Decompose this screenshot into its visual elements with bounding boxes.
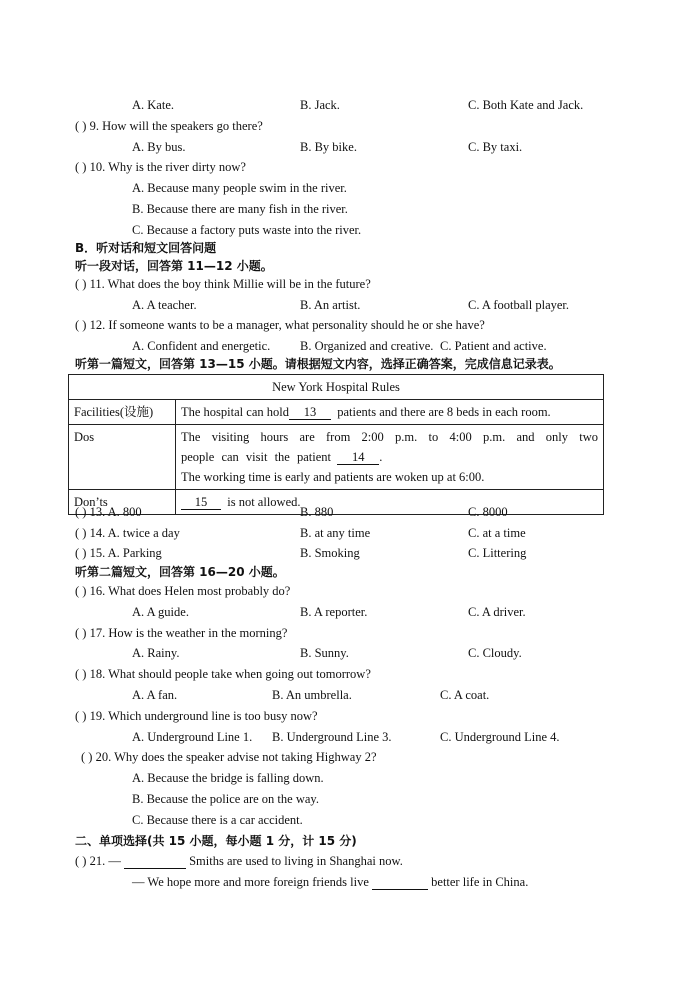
q18-question: ( ) 18. What should people take when going out tomorrow? <box>75 667 371 681</box>
q8-option-c: C. Both Kate and Jack. <box>468 98 584 112</box>
dos-line-1: The visiting hours are from 2:00 p.m. to 4:00 p.m. and only two <box>181 430 598 444</box>
blank-13: 13 <box>289 405 331 420</box>
q17-option-b: B. Sunny. <box>300 646 349 660</box>
q10-option-c: C. Because a factory puts waste into the river. <box>132 223 362 237</box>
q16-option-b: B. A reporter. <box>300 605 368 619</box>
q13-question: ( ) 13. A. 800 <box>75 505 142 519</box>
q12-option-a: A. Confident and energetic. <box>132 339 271 353</box>
q10-option-b: B. Because there are many fish in the river. <box>132 202 348 216</box>
q11-option-b: B. An artist. <box>300 298 361 312</box>
q12-option-b: B. Organized and creative. <box>300 339 434 353</box>
dos-line-2 <box>181 447 598 467</box>
q15-option-b: B. Smoking <box>300 546 360 560</box>
q11-question: ( ) 11. What does the boy think Millie will be in the future? <box>75 277 371 291</box>
q17-question: ( ) 17. How is the weather in the morning? <box>75 626 288 640</box>
q11-option-c: C. A football player. <box>468 298 570 312</box>
facilities-text-b: patients and there are 8 beds in each room. <box>337 405 551 419</box>
donts-text-b: is not allowed. <box>227 495 301 509</box>
q9-option-a: A. By bus. <box>132 140 186 154</box>
q12-option-c: C. Patient and active. <box>440 339 547 353</box>
q21-question: ( ) 21. — <box>75 854 121 868</box>
section-b-heading: B．听对话和短文回答问题 <box>75 241 217 255</box>
q13-option-c: C. 8000 <box>468 505 508 519</box>
q9-question: ( ) 9. How will the speakers go there? <box>75 119 263 133</box>
hospital-rules-table <box>68 374 604 515</box>
q10-option-a: A. Because many people swim in the river. <box>132 181 347 195</box>
facilities-text <box>176 400 604 425</box>
q16-option-a: A. A guide. <box>132 605 189 619</box>
q11-option-a: A. A teacher. <box>132 298 197 312</box>
q16-question: ( ) 16. What does Helen most probably do? <box>75 584 291 598</box>
section-2-heading: 二、单项选择(共 15 小题，每小题 1 分，计 15 分) <box>75 834 357 848</box>
donts-text <box>176 490 604 515</box>
q8-option-b: B. Jack. <box>300 98 340 112</box>
q14-question: ( ) 14. A. twice a day <box>75 526 180 540</box>
passage2-instruction: 听第二篇短文，回答第 16—20 小题。 <box>75 565 285 579</box>
q19-question: ( ) 19. Which underground line is too busy now? <box>75 709 318 723</box>
dos-line-3: The working time is early and patients are woken up at 6:00. <box>181 470 485 484</box>
q14-option-c: C. at a time <box>468 526 526 540</box>
q19-option-b: B. Underground Line 3. <box>272 730 392 744</box>
q21-line-1b: Smiths are used to living in Shanghai now. <box>189 854 403 868</box>
table-title: New York Hospital Rules <box>69 375 604 400</box>
blank-15: 15 <box>181 495 221 510</box>
q15-option-c: C. Littering <box>468 546 527 560</box>
q18-option-b: B. An umbrella. <box>272 688 352 702</box>
facilities-text-a: The hospital can hold <box>181 405 289 419</box>
q20-option-a: A. Because the bridge is falling down. <box>132 771 324 785</box>
q20-option-b: B. Because the police are on the way. <box>132 792 319 806</box>
q21-blank-2 <box>372 875 428 890</box>
facilities-label: Facilities(设施) <box>69 400 176 425</box>
q21-line-1 <box>75 853 403 869</box>
q19-option-a: A. Underground Line 1. <box>132 730 253 744</box>
q21-line-2a: — We hope more and more foreign friends live <box>132 875 369 889</box>
q17-option-a: A. Rainy. <box>132 646 180 660</box>
q20-question: ( ) 20. Why does the speaker advise not taking Highway 2? <box>81 750 377 764</box>
dos-line-2a: people can visit the patient <box>181 450 331 464</box>
q15-question: ( ) 15. A. Parking <box>75 546 162 560</box>
q20-option-c: C. Because there is a car accident. <box>132 813 303 827</box>
q14-option-b: B. at any time <box>300 526 371 540</box>
q21-blank-1 <box>124 854 186 869</box>
q21-line-2 <box>132 874 528 890</box>
q8-option-a: A. Kate. <box>132 98 174 112</box>
passage1-instruction: 听第一篇短文，回答第 13—15 小题。请根据短文内容，选择正确答案，完成信息记录表。 <box>75 357 561 371</box>
q19-option-c: C. Underground Line 4. <box>440 730 560 744</box>
q17-option-c: C. Cloudy. <box>468 646 522 660</box>
q21-line-2b: better life in China. <box>431 875 529 889</box>
dos-text <box>176 425 604 490</box>
q13-option-b: B. 880 <box>300 505 334 519</box>
q9-option-b: B. By bike. <box>300 140 357 154</box>
q18-option-a: A. A fan. <box>132 688 178 702</box>
dos-label: Dos <box>69 425 176 490</box>
dos-line-2b: . <box>379 450 383 464</box>
q10-question: ( ) 10. Why is the river dirty now? <box>75 160 246 174</box>
blank-14: 14 <box>337 450 379 465</box>
dialog-instruction: 听一段对话，回答第 11—12 小题。 <box>75 259 273 273</box>
q18-option-c: C. A coat. <box>440 688 490 702</box>
q16-option-c: C. A driver. <box>468 605 526 619</box>
donts-label: Don’ts <box>69 490 176 515</box>
q9-option-c: C. By taxi. <box>468 140 523 154</box>
q12-question: ( ) 12. If someone wants to be a manager, what personality should he or she have? <box>75 318 485 332</box>
